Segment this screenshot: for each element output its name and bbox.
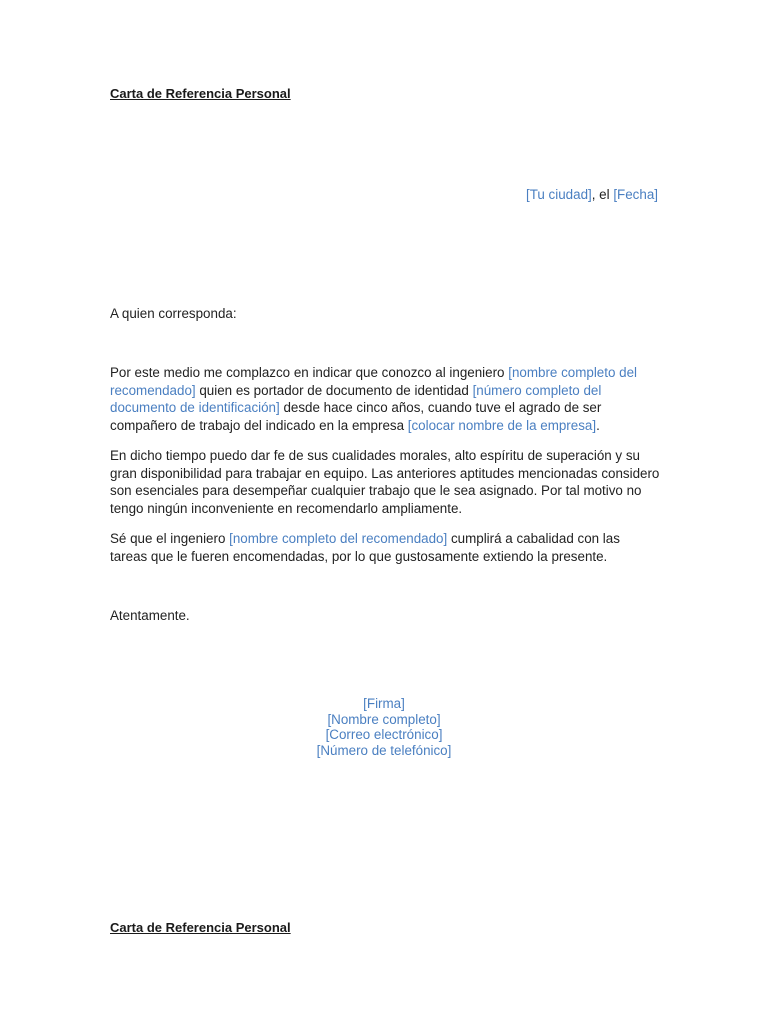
phone-placeholder: [Número de telefónico] <box>316 742 452 758</box>
closing: Atentamente. <box>110 608 190 623</box>
paragraph-text: . <box>596 418 600 434</box>
paragraph-text: Sé que el ingeniero <box>110 531 230 546</box>
signature-placeholder: [Firma] <box>363 696 405 711</box>
document-title: Carta de Referencia Personal <box>110 86 291 101</box>
paragraph-text: quien es portador de documento de identidad <box>195 382 473 398</box>
paragraph-intro <box>110 364 660 435</box>
company-name-placeholder: [colocar nombre de la empresa] <box>407 418 597 434</box>
paragraph-recommendation <box>110 530 660 565</box>
date-placeholder: [Fecha] <box>613 187 658 202</box>
city-placeholder: [Tu ciudad] <box>525 187 592 202</box>
id-number-placeholder: [número completo del documento de identificación] <box>110 382 602 416</box>
paragraph-text: cumplirá a cabalidad con las tareas que le fueren encomendadas, por lo que gustosamente extiendo la presente. <box>110 531 620 564</box>
paragraph-text: Por este medio me complazco en indicar que conozco al ingeniero <box>110 365 509 380</box>
signature-block <box>0 696 768 758</box>
next-page-title: Carta de Referencia Personal <box>110 920 291 935</box>
paragraph-qualities: En dicho tiempo puedo dar fe de sus cualidades morales, alto espíritu de superación y su gran disponibilidad para trabajar en equipo. Las anteriores aptitudes mencionadas considero son esenciales para desempeñar cualquier trabajo que le sea asignado. Por tal motivo no tengo ningún inconveniente en recomendarlo ampliamente. <box>110 448 660 517</box>
recommended-name-placeholder: [nombre completo del recomendado] <box>229 531 448 546</box>
full-name-placeholder: [Nombre completo] <box>327 711 441 727</box>
email-placeholder: [Correo electrónico] <box>325 727 443 742</box>
recommended-name-placeholder: [nombre completo del recomendado] <box>110 365 638 398</box>
date-line <box>526 186 658 204</box>
salutation: A quien corresponda: <box>110 306 237 321</box>
paragraph-text: desde hace cinco años, cuando tuve el agrado de ser compañero de trabajo del indicado en la empresa <box>110 400 602 434</box>
date-connector: , el <box>591 187 614 202</box>
